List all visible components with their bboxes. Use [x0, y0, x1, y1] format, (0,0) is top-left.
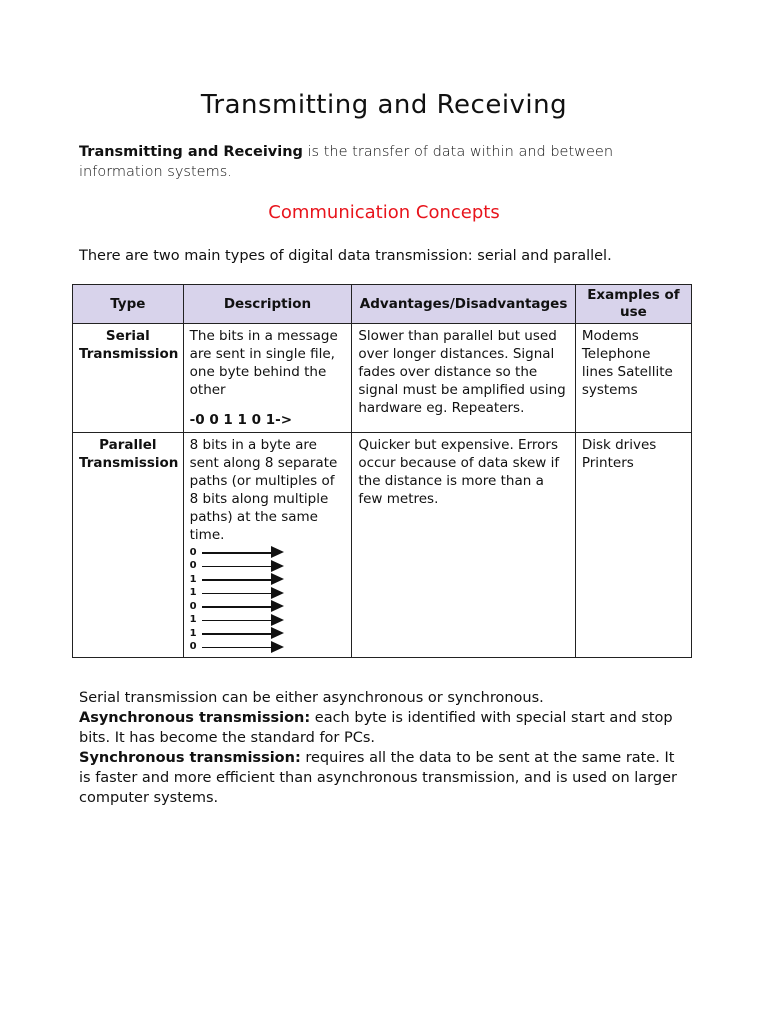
- body-text: [79, 688, 689, 808]
- intro-paragraph: [79, 142, 679, 182]
- bit-row: [190, 546, 346, 560]
- body-line-1: Serial transmission can be either asynchronous or synchronous.: [79, 690, 544, 706]
- serial-description-cell: [183, 324, 352, 433]
- sync-term: Synchronous transmission:: [79, 750, 301, 766]
- page-title: Transmitting and Receiving: [200, 90, 568, 120]
- bit-value: 0: [189, 546, 197, 558]
- bit-row: [190, 560, 346, 574]
- transmission-table: [72, 284, 692, 658]
- arrow-icon: [202, 546, 284, 559]
- header-type: Type: [73, 285, 184, 324]
- sync-paragraph: [79, 748, 689, 808]
- bit-value: 1: [189, 573, 197, 585]
- parallel-advantages-cell: Quicker but expensive. Errors occur because of data skew if the distance is more than a few metres.: [352, 433, 575, 658]
- bit-value: 1: [189, 587, 197, 599]
- bit-value: 0: [189, 600, 197, 612]
- section-heading: Communication Concepts: [268, 202, 500, 223]
- parallel-description: 8 bits in a byte are sent along 8 separate paths (or multiples of 8 bits along multiple paths) at the same time.: [189, 437, 338, 543]
- parallel-examples-cell: Disk drives Printers: [575, 433, 691, 658]
- arrow-icon: [202, 600, 284, 613]
- bit-row: [190, 641, 346, 655]
- bit-row: [190, 614, 346, 628]
- serial-type-cell: Serial Transmission: [73, 324, 184, 433]
- bit-value: 1: [189, 627, 197, 639]
- bit-row: [190, 587, 346, 601]
- bit-row: [190, 627, 346, 641]
- bit-row: [190, 600, 346, 614]
- serial-examples-cell: Modems Telephone lines Satellite systems: [575, 324, 691, 433]
- async-term: Asynchronous transmission:: [79, 710, 311, 726]
- bit-value: 1: [189, 614, 197, 626]
- arrow-icon: [202, 627, 284, 640]
- types-sentence: There are two main types of digital data transmission: serial and parallel.: [79, 248, 612, 264]
- parallel-type-cell: Parallel Transmission: [73, 433, 184, 658]
- sync-text: requires all the data to be sent at the same rate. It is faster and more efficient than asynchronous transmission, and is used on larger computer systems.: [79, 750, 677, 806]
- arrow-icon: [202, 560, 284, 573]
- serial-bit-sequence: -0 0 1 1 0 1->: [189, 412, 293, 428]
- arrow-icon: [202, 573, 284, 586]
- table-header-row: [73, 285, 692, 324]
- serial-description: The bits in a message are sent in single file, one byte behind the other: [189, 328, 338, 398]
- table-row: [73, 324, 692, 433]
- async-paragraph: [79, 708, 689, 748]
- bit-value: 0: [189, 560, 197, 572]
- header-description: Description: [183, 285, 352, 324]
- bit-value: 0: [189, 641, 197, 653]
- parallel-bit-diagram: [190, 546, 346, 654]
- arrow-icon: [202, 641, 284, 654]
- table-row: [73, 433, 692, 658]
- intro-term: Transmitting and Receiving: [79, 144, 303, 160]
- bit-row: [190, 573, 346, 587]
- header-examples: Examples of use: [575, 285, 691, 324]
- arrow-icon: [202, 587, 284, 600]
- parallel-description-cell: [183, 433, 352, 658]
- intro-text: is the transfer of data within and between information systems.: [79, 144, 614, 180]
- serial-advantages-cell: Slower than parallel but used over longer distances. Signal fades over distance so the signal must be amplified using hardware eg. Repeaters.: [352, 324, 575, 433]
- async-text: each byte is identified with special start and stop bits. It has become the standard for PCs.: [79, 710, 673, 746]
- header-advantages: Advantages/Disadvantages: [352, 285, 575, 324]
- arrow-icon: [202, 614, 284, 627]
